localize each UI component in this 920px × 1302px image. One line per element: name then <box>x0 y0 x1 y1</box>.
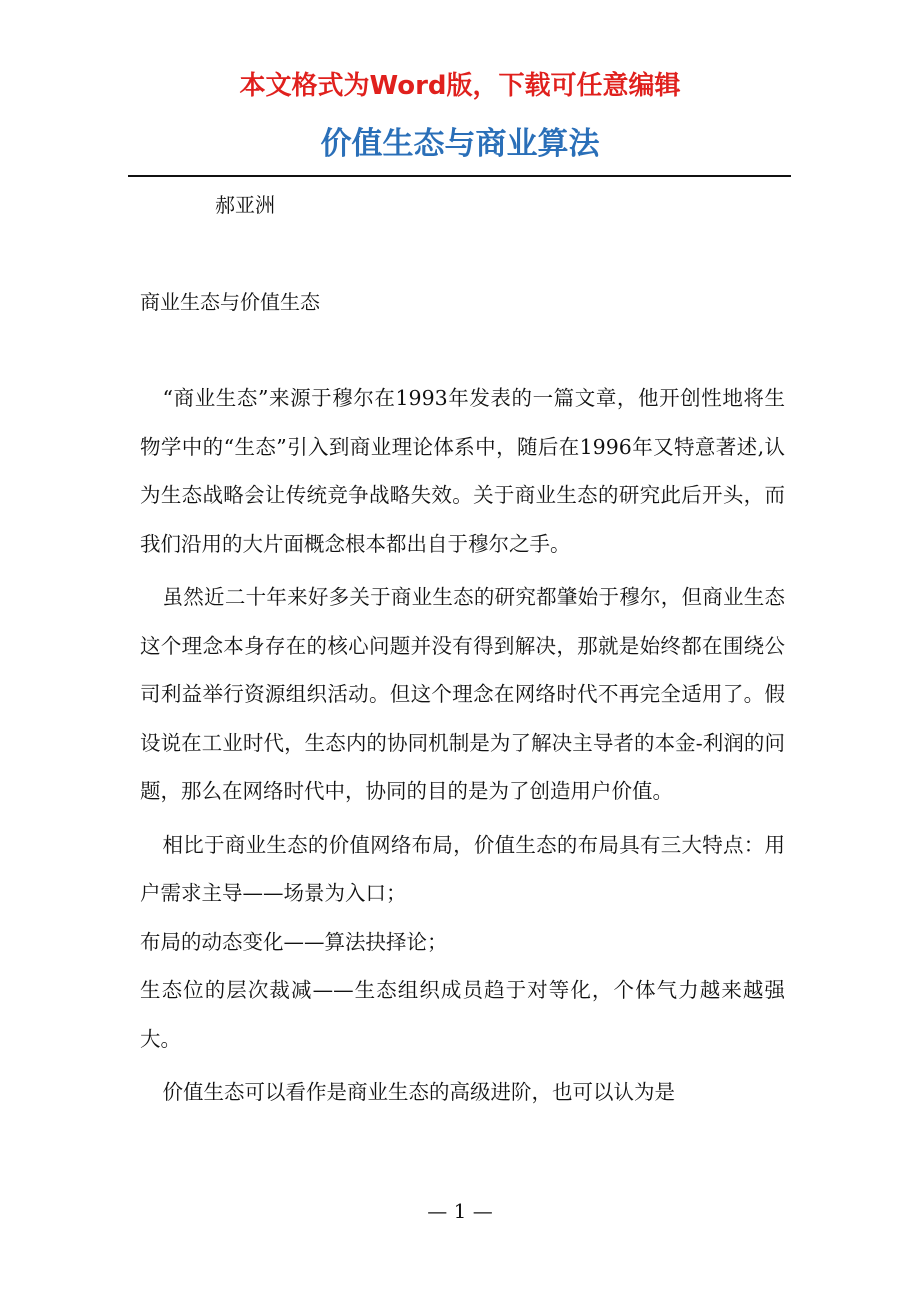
body-paragraph-6: 价值生态可以看作是商业生态的高级进阶，也可以认为是 <box>162 1080 676 1104</box>
document-title: 价值生态与商业算法 <box>320 126 600 162</box>
author-name: 郝亚洲 <box>215 193 275 217</box>
page-number: — 1 — <box>427 1199 493 1223</box>
title-divider <box>128 175 791 177</box>
body-paragraph-5: 生态位的层次裁减——生态组织成员趋于对等化，个体气力越来越强大。 <box>140 978 785 1051</box>
body-paragraph-1: “商业生态”来源于穆尔在1993年发表的一篇文章，他开创性地将生物学中的“生态”引入到商业理论体系中，随后在1996年又特意著述,认为生态战略会让传统竞争战略失效。关于商业生态的研究此后开头，而我们沿用的大片面概念根本都出自于穆尔之手。 <box>140 386 785 556</box>
document-body <box>140 374 785 1117</box>
body-paragraph-3: 相比于商业生态的价值网络布局，价值生态的布局具有三大特点：用户需求主导——场景为入口； <box>140 832 785 905</box>
word-format-banner: 本文格式为Word版，下载可任意编辑 <box>239 71 681 101</box>
section-heading: 商业生态与价值生态 <box>140 290 320 314</box>
body-paragraph-4: 布局的动态变化——算法抉择论； <box>140 929 448 954</box>
body-paragraph-2: 虽然近二十年来好多关于商业生态的研究都肇始于穆尔，但商业生态这个理念本身存在的核心问题并没有得到解决，那就是始终都在围绕公司利益举行资源组织活动。但这个理念在网络时代不再完全适用了。假设说在工业时代，生态内的协同机制是为了解决主导者的本金-利润的问题，那么在网络时代中，协同的目的是为了创造用户价值。 <box>140 585 785 803</box>
